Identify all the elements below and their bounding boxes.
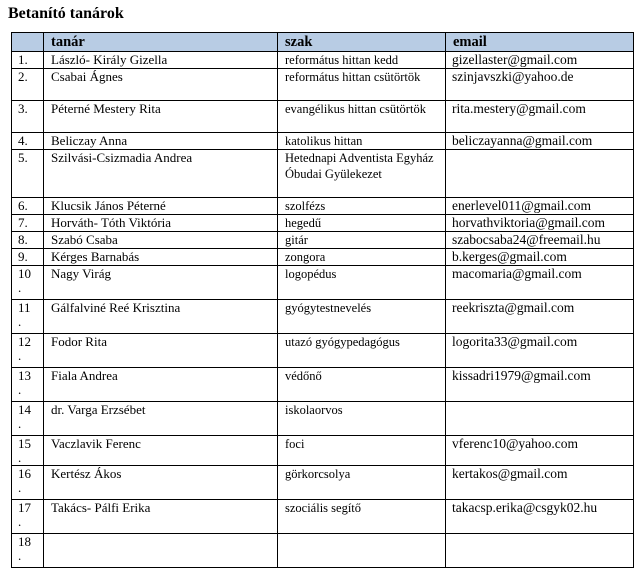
row-number: [12, 500, 44, 534]
cell-tanar: Horváth- Tóth Viktória: [44, 215, 278, 232]
cell-email: reekriszta@gmail.com: [446, 300, 634, 334]
cell-tanar: Gálfalviné Reé Krisztina: [44, 300, 278, 334]
cell-tanar: Vaczlavik Ferenc: [44, 436, 278, 466]
table-row: [12, 266, 634, 300]
cell-szak: utazó gyógypedagógus: [278, 334, 446, 368]
row-number-text: 1.: [18, 52, 28, 67]
cell-tanar: Szilvási-Csizmadia Andrea: [44, 150, 278, 198]
cell-email: gizellaster@gmail.com: [446, 52, 634, 69]
row-number-text: 9.: [18, 249, 28, 264]
row-number-text: 14: [18, 402, 31, 417]
row-number: [12, 368, 44, 402]
cell-email: beliczayanna@gmail.com: [446, 133, 634, 150]
cell-email: [446, 402, 634, 436]
cell-tanar: Beliczay Anna: [44, 133, 278, 150]
cell-email: logorita33@gmail.com: [446, 334, 634, 368]
row-number-text: 2.: [18, 69, 28, 84]
row-number-dot: .: [18, 514, 22, 529]
row-number-text: 11: [18, 300, 31, 315]
row-number-dot: .: [18, 382, 22, 397]
cell-email: kertakos@gmail.com: [446, 466, 634, 500]
row-number-text: 13: [18, 368, 31, 383]
cell-email: rita.mestery@gmail.com: [446, 101, 634, 133]
table-row: [12, 52, 634, 69]
row-number-dot: .: [18, 314, 22, 329]
cell-email: [446, 150, 634, 198]
row-number-text: 3.: [18, 101, 28, 116]
table-row: [12, 101, 634, 133]
cell-tanar: Szabó Csaba: [44, 232, 278, 249]
row-number-text: 12: [18, 334, 31, 349]
row-number-text: 16: [18, 466, 31, 481]
cell-tanar: Kertész Ákos: [44, 466, 278, 500]
cell-email: enerlevel011@gmail.com: [446, 198, 634, 215]
row-number-text: 8.: [18, 232, 28, 247]
table-row: [12, 215, 634, 232]
row-number-text: 7.: [18, 215, 28, 230]
row-number: [12, 215, 44, 232]
row-number: [12, 69, 44, 101]
cell-szak: evangélikus hittan csütörtök: [278, 101, 446, 133]
cell-tanar: Csabai Ágnes: [44, 69, 278, 101]
table-row: [12, 150, 634, 198]
row-number-dot: .: [18, 280, 22, 295]
table-row: [12, 334, 634, 368]
cell-tanar: Takács- Pálfi Erika: [44, 500, 278, 534]
row-number: [12, 249, 44, 266]
cell-szak: református hittan csütörtök: [278, 69, 446, 101]
cell-szak: zongora: [278, 249, 446, 266]
cell-szak: szociális segítő: [278, 500, 446, 534]
row-number-text: 6.: [18, 198, 28, 213]
table-row: [12, 402, 634, 436]
cell-szak: gitár: [278, 232, 446, 249]
cell-email: horvathviktoria@gmail.com: [446, 215, 634, 232]
row-number-dot: .: [18, 450, 22, 465]
row-number-dot: .: [18, 416, 22, 431]
row-number-text: 10: [18, 266, 31, 281]
page-title: Betanító tanárok: [8, 5, 124, 22]
row-number: [12, 334, 44, 368]
cell-tanar: Péterné Mestery Rita: [44, 101, 278, 133]
cell-szak: szolfézs: [278, 198, 446, 215]
cell-szak: védőnő: [278, 368, 446, 402]
row-number: [12, 232, 44, 249]
row-number-dot: .: [18, 480, 22, 495]
table-header-row: [12, 33, 634, 52]
cell-email: vferenc10@yahoo.com: [446, 436, 634, 466]
table-row: [12, 500, 634, 534]
cell-szak: hegedű: [278, 215, 446, 232]
header-tanar: tanár: [44, 33, 278, 52]
cell-szak: logopédus: [278, 266, 446, 300]
cell-szak: gyógytestnevelés: [278, 300, 446, 334]
row-number-text: 18: [18, 534, 31, 549]
row-number: [12, 266, 44, 300]
row-number-text: 5.: [18, 150, 28, 165]
cell-szak: foci: [278, 436, 446, 466]
row-number: [12, 133, 44, 150]
cell-email: takacsp.erika@csgyk02.hu: [446, 500, 634, 534]
row-number: [12, 300, 44, 334]
cell-email: szinjavszki@yahoo.de: [446, 69, 634, 101]
cell-tanar: László- Király Gizella: [44, 52, 278, 69]
teachers-table: [11, 32, 634, 568]
row-number-dot: .: [18, 348, 22, 363]
table-row: [12, 368, 634, 402]
cell-tanar: Klucsik János Péterné: [44, 198, 278, 215]
row-number: [12, 198, 44, 215]
row-number-text: 17: [18, 500, 31, 515]
cell-email: kissadri1979@gmail.com: [446, 368, 634, 402]
cell-szak: iskolaorvos: [278, 402, 446, 436]
row-number: [12, 52, 44, 69]
row-number: [12, 101, 44, 133]
cell-tanar: dr. Varga Erzsébet: [44, 402, 278, 436]
cell-tanar: Fodor Rita: [44, 334, 278, 368]
row-number: [12, 466, 44, 500]
table-row: [12, 69, 634, 101]
table-row: [12, 232, 634, 249]
row-number: [12, 534, 44, 568]
cell-tanar: Fiala Andrea: [44, 368, 278, 402]
cell-email: [446, 534, 634, 568]
row-number-dot: .: [18, 548, 22, 563]
header-number: [12, 33, 44, 52]
cell-tanar: Nagy Virág: [44, 266, 278, 300]
row-number-text: 15: [18, 436, 31, 451]
table-row: [12, 249, 634, 266]
row-number: [12, 402, 44, 436]
table-row: [12, 133, 634, 150]
cell-email: b.kerges@gmail.com: [446, 249, 634, 266]
cell-szak: katolikus hittan: [278, 133, 446, 150]
table-row: [12, 534, 634, 568]
cell-email: macomaria@gmail.com: [446, 266, 634, 300]
cell-email: szabocsaba24@freemail.hu: [446, 232, 634, 249]
cell-tanar: Kérges Barnabás: [44, 249, 278, 266]
row-number: [12, 150, 44, 198]
row-number: [12, 436, 44, 466]
cell-tanar: [44, 534, 278, 568]
cell-szak: [278, 534, 446, 568]
row-number-text: 4.: [18, 133, 28, 148]
table-row: [12, 198, 634, 215]
cell-szak: Hetednapi Adventista Egyház Óbudai Gyülekezet: [278, 150, 446, 198]
table-row: [12, 436, 634, 466]
cell-szak: görkorcsolya: [278, 466, 446, 500]
cell-szak: református hittan kedd: [278, 52, 446, 69]
header-email: email: [446, 33, 634, 52]
header-szak: szak: [278, 33, 446, 52]
table-row: [12, 466, 634, 500]
table-row: [12, 300, 634, 334]
